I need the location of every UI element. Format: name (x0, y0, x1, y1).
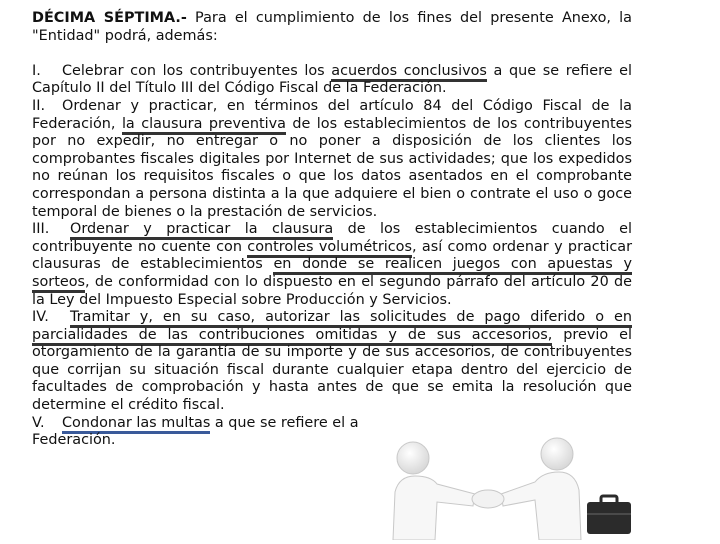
item-text: Federación. (32, 432, 116, 449)
item-number: I. (32, 62, 41, 79)
underlined-phrase: Ordenar y practicar la clausura (70, 221, 333, 240)
underlined-phrase: Tramitar y, en su caso, autorizar las solicitudes de pago diferido o en parcialidades de las contribuciones omitidas y de sus accesorios, (32, 309, 632, 346)
clasped-hands (472, 490, 504, 508)
item-number: III. (32, 221, 50, 238)
list-item (32, 98, 632, 221)
section-intro-text: Para el cumplimiento de los fines del presente Anexo, la "Entidad" podrá, además: (32, 10, 632, 44)
item-number: V. (32, 414, 45, 431)
underlined-phrase: controles volumétricos (247, 239, 412, 258)
left-figure (393, 442, 475, 540)
section-intro (32, 10, 632, 45)
item-text: de los establecimientos cuando el contribuyente no cuente con (32, 221, 632, 255)
list-item (32, 221, 632, 309)
item-text: , de conformidad con lo dispuesto en el segundo párrafo del artículo 20 de la Ley del Impuesto Especial sobre Producción y Servicios. (32, 273, 632, 308)
underlined-phrase: acuerdos conclusivos (331, 63, 487, 82)
item-text: a que se refiere el Capítulo II del Título III del Código Fiscal de la Federación. (32, 62, 633, 97)
right-figure (501, 438, 581, 540)
item-text: a que se refiere el a (210, 414, 359, 431)
document-body (32, 10, 632, 450)
underlined-phrase: en donde se realicen juegos con apuestas y sorteos (32, 256, 632, 293)
item-text: Ordenar y practicar, en términos del artículo 84 del Código Fiscal de la Federación, (32, 97, 632, 132)
item-number: II. (32, 97, 46, 114)
list-item (32, 63, 632, 98)
underlined-phrase: la clausura preventiva (122, 116, 286, 135)
handshake-icon (375, 432, 645, 540)
briefcase-icon (587, 496, 631, 534)
item-text: Celebrar con los contribuyentes los (62, 62, 332, 79)
item-text: de los establecimientos de los contribuyentes por no expedir, no entregar o no poner a disposición de los clientes los comprobantes fiscales digitales por Internet de sus actividades; que los expedidos no reúnan los requisitos fiscales o que los datos asentados en el comprobante correspondan a persona distinta a la que adquiere el bien o contrate el uso o goce temporal de bienes o la prestación de servicios. (32, 115, 632, 220)
section-heading: DÉCIMA SÉPTIMA.- (32, 10, 187, 26)
item-number: IV. (32, 309, 49, 326)
list-item (32, 309, 632, 415)
item-text: previo el otorgamiento de la garantía de su importe y de sus accesorios, de contribuyentes que corrijan su situación fiscal durante cualquier etapa dentro del ejercicio de facultades de comprobación y hasta antes de que se emita la resolución que determine el crédito fiscal. (32, 326, 632, 414)
underlined-phrase: Condonar las multas (62, 415, 210, 434)
item-text: , así como ordenar y practicar clausuras de establecimientos (32, 238, 633, 273)
